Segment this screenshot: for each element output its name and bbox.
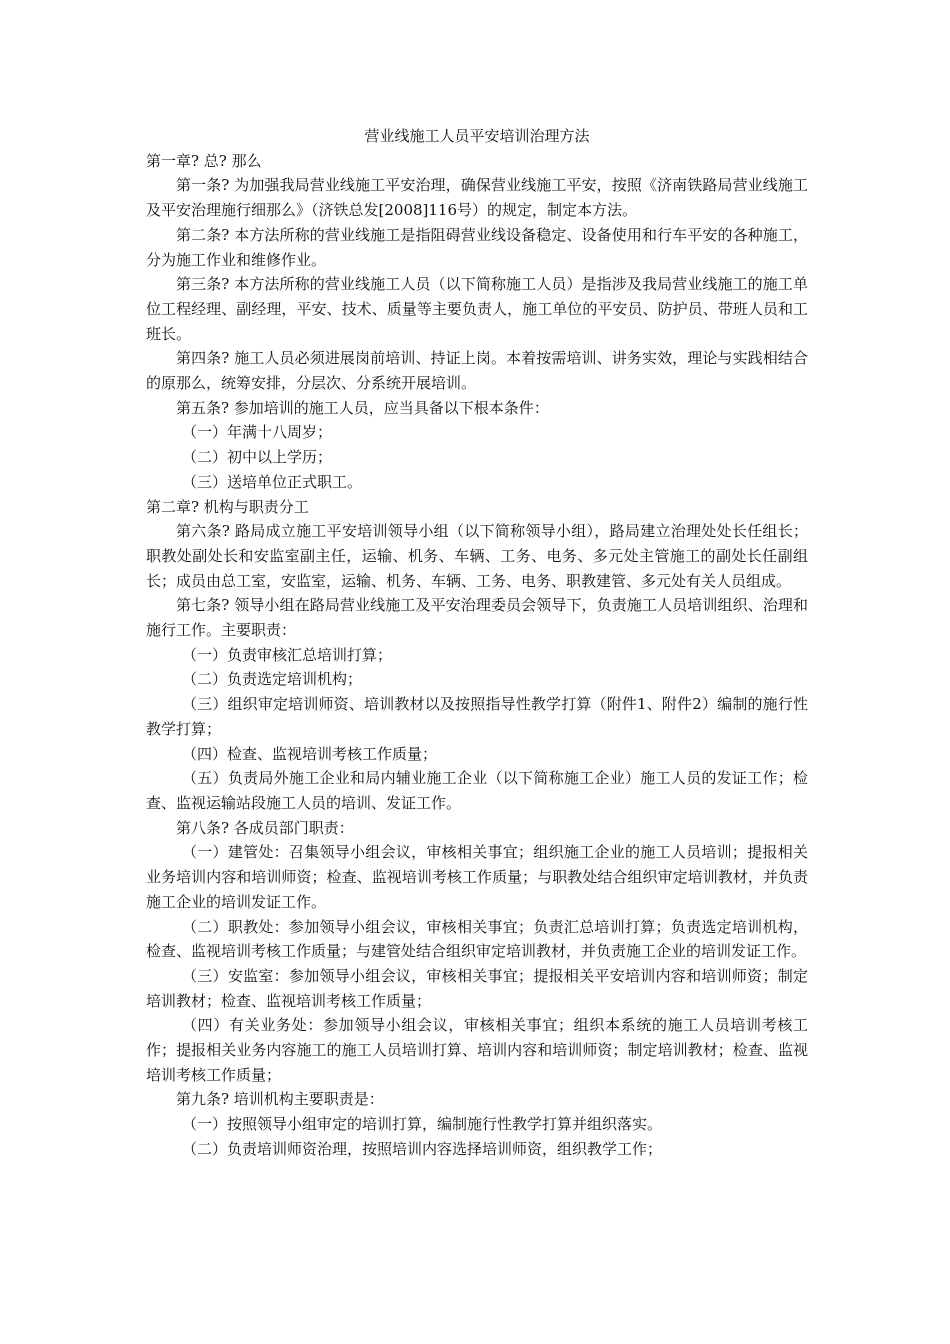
article-paragraph: 第五条? 参加培训的施工人员，应当具备以下根本条件： [176,398,549,417]
list-item: （二）职教处：参加领导小组会议，审核相关事宜；负责汇总培训打算；负责选定培训机构，检查、监视培训考核工作质量；与建管处结合组织审定培训教材，并负责施工企业的培训发证工作。 [146,917,808,961]
list-item: （三）安监室：参加领导小组会议，审核相关事宜；提报相关平安培训内容和培训师资；制定培训教材；检查、监视培训考核工作质量； [146,966,808,1010]
list-item: （二）初中以上学历； [182,448,333,467]
article-paragraph: 第二条? 本方法所称的营业线施工是指阻碍营业线设备稳定、设备使用和行车平安的各种施工，分为施工作业和维修作业。 [146,225,808,269]
list-item: （二）负责培训师资治理，按照培训内容选择培训师资，组织教学工作； [182,1139,663,1158]
list-item: （二）负责选定培训机构； [182,670,363,689]
list-item: （一）负责审核汇总培训打算； [182,645,393,664]
list-item: （四）有关业务处：参加领导小组会议，审核相关事宜；组织本系统的施工人员培训考核工作；提报相关业务内容施工的施工人员培训打算、培训内容和培训师资；制定培训教材；检查、监视培训考核工作质量； [146,1016,808,1084]
article-paragraph: 第六条? 路局成立施工平安培训领导小组（以下简称领导小组），路局建立治理处处长任组长；职教处副处长和安监室副主任，运输、机务、车辆、工务、电务、多元处主管施工的副处长任副组长；成员由总工室，安监室，运输、机务、车辆、工务、电务、职教建管、多元处有关人员组成。 [146,522,808,590]
document-page [146,124,808,1162]
list-item: （五）负责局外施工企业和局内辅业施工企业（以下简称施工企业）施工人员的发证工作；检查、监视运输站段施工人员的培训、发证工作。 [146,769,808,812]
article-paragraph: 第四条? 施工人员必须进展岗前培训、持证上岗。本着按需培训、讲务实效，理论与实践相结合的原那么，统筹安排，分层次、分系统开展培训。 [146,349,808,393]
article-paragraph: 第一条? 为加强我局营业线施工平安治理，确保营业线施工平安，按照《济南铁路局营业线施工及平安治理施行细那么》（济铁总发[2008]116号）的规定，制定本方法。 [146,176,808,220]
article-paragraph: 第九条? 培训机构主要职责是： [176,1090,384,1109]
article-paragraph: 第三条? 本方法所称的营业线施工人员（以下简称施工人员）是指涉及我局营业线施工的施工单位工程经理、副经理，平安、技术、质量等主要负责人，施工单位的平安员、防护员、带班人员和工班长。 [146,275,808,343]
list-item: （四）检查、监视培训考核工作质量； [182,744,438,763]
list-item: （一）建管处：召集领导小组会议，审核相关事宜；组织施工企业的施工人员培训；提报相关业务培训内容和培训师资；检查、监视培训考核工作质量；与职教处结合组织审定培训教材，并负责施工企业的培训发证工作。 [146,843,808,911]
list-item: （一）按照领导小组审定的培训打算，编制施行性教学打算并组织落实。 [182,1115,663,1134]
article-paragraph: 第八条? 各成员部门职责： [176,818,354,837]
document-body [146,149,808,1162]
list-item: （三）送培单位正式职工。 [182,472,363,491]
article-paragraph: 第七条? 领导小组在路局营业线施工及平安治理委员会领导下，负责施工人员培训组织、治理和施行工作。主要职责： [146,596,808,640]
list-item: （一）年满十八周岁； [182,423,333,442]
chapter-heading: 第一章? 总? 那么 [146,151,262,170]
document-title: 营业线施工人员平安培训治理方法 [364,127,590,145]
chapter-heading: 第二章? 机构与职责分工 [146,497,309,516]
list-item: （三）组织审定培训师资、培训教材以及按照指导性教学打算（附件1、附件2）编制的施行性教学打算； [146,695,808,738]
